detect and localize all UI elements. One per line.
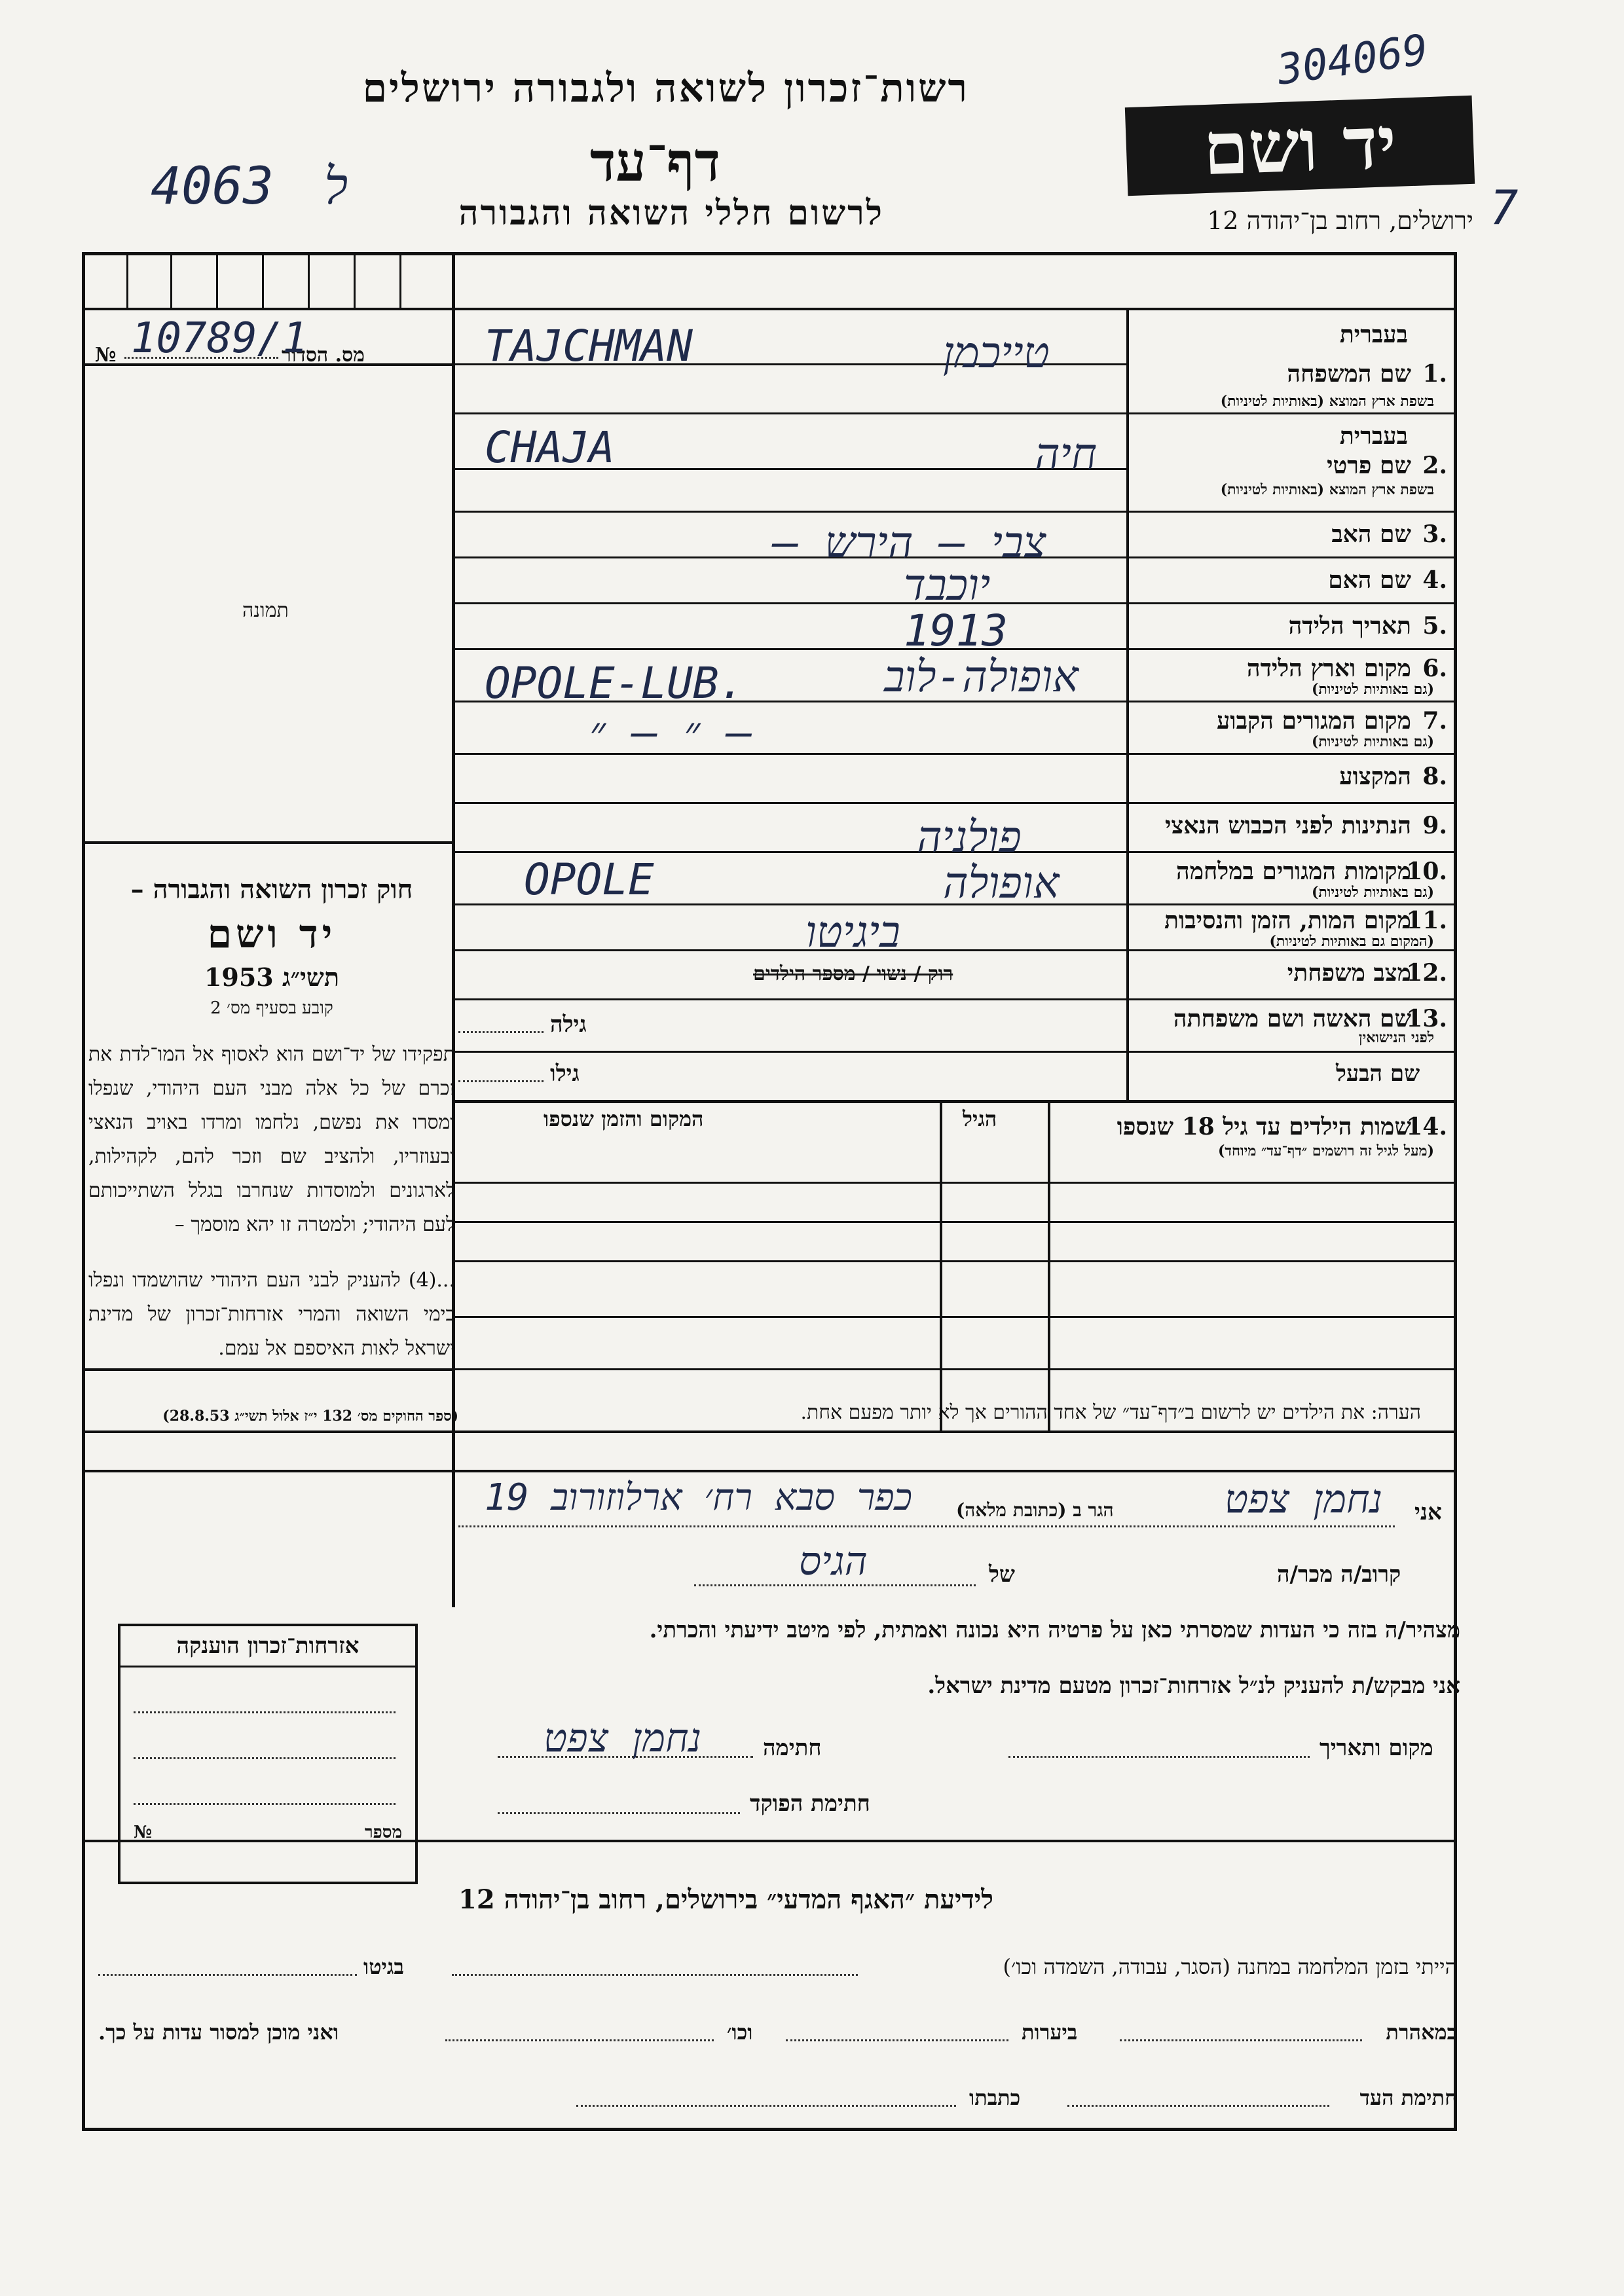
footer-hiding-label: במאהרת xyxy=(1386,2020,1457,2045)
law-text-purpose: תפקידו של יד־ושם הוא לאסוף אל המו־לדת את זכרם של כל אלה מבני העם היהודי, שנפלו ומסרו את נפשם, נלחמו ומרדו באויב הנאצי ובעוזריו, ולהציב שם וזכר להם, לקהילות, לארגונים ולמוסדות שנחרבו בגלל השתייכותם לעם היהודי; ולמטרה זו יהא מוסמך – xyxy=(88,1043,455,1236)
children-note: הערה: את הילדים יש לרשום ב״דף־עד״ של אחד ההורים אך לא יותר מפעם אחת. xyxy=(800,1401,1421,1424)
firstname-hebrew-value[interactable]: חיה xyxy=(1035,429,1098,479)
label-column-divider xyxy=(1126,308,1129,1100)
husband-age-line xyxy=(458,1080,544,1082)
death-place-value[interactable]: ביגיטו xyxy=(805,907,900,957)
law-reference: (ספר החוקים מס׳ 132 י״ז אלול תשי״ג 28.8.53) xyxy=(162,1408,458,1425)
official-signature-line xyxy=(498,1812,740,1814)
yad-vashem-logo: יד ושם xyxy=(1125,96,1475,196)
footer-ghetto-line xyxy=(98,1974,357,1976)
handwritten-left-mark: ל xyxy=(323,157,348,216)
archive-number-handwritten: 304069 xyxy=(1274,26,1431,95)
field-10-number: 10. xyxy=(1406,858,1447,885)
field-9-label: הנתינות לפני הכבוש הנאצי xyxy=(1164,812,1411,839)
marital-status-options[interactable]: רוק / נשוי / מספר הילדים xyxy=(753,962,953,985)
field-1-sublabel: בשפת ארץ המוצא (באותיות לטיניות) xyxy=(1220,393,1434,410)
form-subtitle: לרשום חללי השואה והגבורה xyxy=(458,193,884,233)
nationality-value[interactable]: פולניה xyxy=(917,812,1022,862)
law-title: חוק זכרון השואה והגבורה – xyxy=(130,874,413,905)
photo-box-bottom xyxy=(82,841,455,844)
field-5-label: תאריך הלידה xyxy=(1288,612,1411,640)
birthplace-hebrew-value[interactable]: אופולה-לוב xyxy=(884,651,1079,702)
number-row-divider xyxy=(82,363,455,366)
field-9-number: 9. xyxy=(1422,812,1447,839)
children-table-bottom xyxy=(82,1430,1457,1433)
footer-hiding-line xyxy=(1120,2039,1362,2041)
field-3-number: 3. xyxy=(1422,520,1447,548)
row-divider xyxy=(455,802,1457,804)
field-2-number: 2. xyxy=(1422,452,1447,479)
field-11-sublabel: (המקום גם באותיות לטיניות) xyxy=(1269,933,1434,950)
official-signature-label: חתימת הפוקד xyxy=(750,1791,870,1817)
footer-camp-text: הייתי בזמן המלחמה במחנה (הסגר, עבודה, השמדה וכו׳) xyxy=(1003,1954,1457,1979)
photo-label: תמונה xyxy=(242,599,289,622)
husband-age-label: גילו xyxy=(550,1061,580,1087)
relation-line xyxy=(694,1584,976,1586)
field-6-label: מקום וארץ הלידה xyxy=(1246,655,1411,682)
row-divider xyxy=(455,511,1457,513)
serial-number-line xyxy=(124,357,278,359)
children-row-divider xyxy=(455,1368,1457,1370)
field-5-number: 5. xyxy=(1422,612,1447,640)
field-8-label: המקצוע xyxy=(1339,763,1411,790)
photo-slot-divider xyxy=(308,252,310,308)
certificate-line xyxy=(134,1757,396,1759)
children-table-top xyxy=(455,1100,1457,1103)
row-divider xyxy=(455,1051,1457,1053)
serial-number-label: מס. הסדור xyxy=(282,344,365,367)
field-10-label: מקומות המגורים במלחמה xyxy=(1176,858,1411,885)
footer-camp-line xyxy=(452,1974,858,1976)
number-sign: № xyxy=(95,344,117,367)
children-age-header: הגיל xyxy=(963,1106,997,1131)
photo-slot-divider xyxy=(354,252,356,308)
handwritten-left-digits: 4063 xyxy=(151,157,274,216)
footer-etc-label: וכו׳ xyxy=(727,2020,753,2045)
law-box-bottom xyxy=(82,1368,455,1371)
declarant-signature[interactable]: נחמן צפט xyxy=(544,1715,702,1761)
declarant-i-label: אני xyxy=(1414,1499,1442,1525)
witness-address-label: כתבתו xyxy=(969,2085,1021,2110)
children-row-divider xyxy=(455,1316,1457,1318)
place-date-label: מקום ותאריך xyxy=(1320,1735,1433,1761)
children-row-divider xyxy=(455,1221,1457,1223)
field-10-sublabel: (גם באותיות לטיניות) xyxy=(1311,884,1434,901)
declaration-statement: מצהיר/ה בזה כי העדות שמסרתי כאן על פרטיה היא נכונה ואמתית, לפי מיטב ידיעתי והכרתי. xyxy=(649,1617,1460,1643)
field-4-number: 4. xyxy=(1422,566,1447,594)
field-11-label: מקום המות, הזמן והנסיבות xyxy=(1164,907,1411,934)
row-divider xyxy=(455,998,1457,1000)
field-2-sublabel: בשפת ארץ המוצא (באותיות לטיניות) xyxy=(1220,481,1434,498)
serial-number-value: 10789/1 xyxy=(131,314,308,363)
relation-label: קרוב/ה מכר/ה xyxy=(1277,1561,1401,1588)
relation-value[interactable]: הגיס xyxy=(799,1539,868,1584)
note-row-bottom xyxy=(82,1470,1457,1472)
field-14-label: שמות הילדים עד גיל 18 שנספו xyxy=(1116,1113,1411,1140)
row-divider xyxy=(455,412,1457,414)
footer-forests-line xyxy=(786,2039,1008,2041)
field-7-label: מקום המגורים הקבוע xyxy=(1217,707,1411,735)
field-14-number: 14. xyxy=(1406,1113,1447,1140)
certificate-title: אזרחות־זכרון הוענקה xyxy=(176,1633,360,1659)
witness-address-line xyxy=(576,2105,956,2107)
field-3-label: שם האב xyxy=(1331,520,1411,548)
hebrew-lang-label: בעברית xyxy=(1339,422,1408,450)
certificate-number-sign: № xyxy=(134,1823,153,1842)
mother-name-value[interactable]: יוכבד xyxy=(904,560,991,610)
field-11-number: 11. xyxy=(1406,907,1447,934)
father-name-value[interactable]: צבי – הירש – xyxy=(773,517,1046,568)
witness-signature-line xyxy=(1067,2105,1329,2107)
wartime-residence-latin[interactable]: OPOLE xyxy=(524,854,654,905)
children-row-divider xyxy=(455,1182,1457,1184)
signature-line xyxy=(498,1756,753,1758)
field-4-label: שם האם xyxy=(1328,566,1411,594)
field-6-number: 6. xyxy=(1422,655,1447,682)
signature-label: חתימה xyxy=(763,1735,822,1761)
children-place-header: המקום והזמן שנספו xyxy=(544,1106,704,1131)
residence-value[interactable]: – ״ – ״ xyxy=(589,707,752,757)
husband-name-label: שם הבעל xyxy=(1336,1061,1420,1087)
children-col-divider xyxy=(1048,1100,1050,1430)
field-1-number: 1. xyxy=(1422,360,1447,388)
footer-ghetto-label: בגיטו xyxy=(363,1954,404,1979)
surname-latin-value[interactable]: TAJCHMAN xyxy=(485,321,693,371)
photo-slot-divider xyxy=(170,252,172,308)
field-14-sublabel: (מעל לגיל זה רושמים ״דף־עד״ מיוחד) xyxy=(1217,1142,1434,1159)
field-2-label: שם פרטי xyxy=(1327,452,1411,479)
citizenship-request: אני מבקש/ת להעניק לנ״ל אזרחות־זכרון מטעם מדינת ישראל. xyxy=(927,1673,1460,1699)
declarant-name-value[interactable]: נחמן צפט xyxy=(1225,1476,1383,1522)
form-name: דף־עד xyxy=(589,131,720,194)
witness-signature-label: חתימת העד xyxy=(1359,2085,1457,2110)
institution-address: ירושלים, רחוב בן־יהודה 12 xyxy=(1207,206,1473,235)
photo-slot-divider xyxy=(399,252,401,308)
certificate-number-label: מספר xyxy=(364,1823,402,1842)
place-date-line xyxy=(1008,1756,1310,1758)
field-13-sublabel: לפני הנישואין xyxy=(1358,1029,1434,1046)
firstname-latin-value[interactable]: CHAJA xyxy=(485,422,615,473)
law-year: תשי״ג 1953 xyxy=(204,962,340,992)
footer-forests-label: ביערות xyxy=(1022,2020,1078,2045)
field-7-number: 7. xyxy=(1422,707,1447,735)
photo-slot-divider xyxy=(216,252,218,308)
field-8-number: 8. xyxy=(1422,763,1447,790)
field-13-label: שם האשה ושם משפחתה xyxy=(1173,1005,1411,1032)
footer-title: לידיעת ״האגף המדעי״ בירושלים, רחוב בן־יהודה 12 xyxy=(458,1884,993,1915)
handwritten-left-number xyxy=(151,157,348,216)
memorial-citizenship-box xyxy=(118,1624,418,1884)
photo-slot-divider xyxy=(262,252,264,308)
address-line xyxy=(458,1525,1395,1527)
field-13-number: 13. xyxy=(1406,1005,1447,1032)
handwritten-page-mark: 7 xyxy=(1490,180,1519,235)
field-6-sublabel: (גם באותיות לטיניות) xyxy=(1311,681,1434,698)
children-col-divider xyxy=(940,1100,942,1430)
certificate-title-rule xyxy=(120,1666,415,1667)
hebrew-lang-label: בעברית xyxy=(1339,321,1408,348)
organization-title: רשות־זכרון לשואה ולגבורה ירושלים xyxy=(362,65,969,111)
surname-hebrew-value[interactable]: טייכמן xyxy=(943,327,1050,378)
of-label: של xyxy=(989,1561,1015,1588)
children-row-divider xyxy=(455,1260,1457,1262)
birthplace-latin-value[interactable]: OPOLE-LUB. xyxy=(485,658,745,708)
birth-date-value[interactable]: 1913 xyxy=(904,606,1008,656)
certificate-line xyxy=(134,1711,396,1713)
field-1-label: שם המשפחה xyxy=(1287,360,1411,388)
law-name: יד ושם xyxy=(207,911,337,957)
field-12-label: מצב משפחתי xyxy=(1287,959,1411,987)
certificate-line xyxy=(134,1803,396,1805)
wife-age-label: גילה xyxy=(550,1011,587,1038)
field-12-number: 12. xyxy=(1406,959,1447,987)
wife-age-line xyxy=(458,1031,544,1033)
photo-slot-divider xyxy=(126,252,128,308)
law-text-citizenship: ...(4) להעניק לבני העם היהודי שהושמדו ונפלו בימי השואה והמרי אזרחות־זכרון של מדינת ישראל לאות האיספם אל עמם. xyxy=(88,1269,455,1360)
footer-testimony-text: ואני מוכן למסור עדות על כך. xyxy=(98,2020,339,2045)
wartime-residence-hebrew[interactable]: אופולה xyxy=(943,858,1060,908)
top-row-divider xyxy=(82,308,1457,310)
declarant-address-value[interactable]: כפר סבא רח׳ ארלוזורוב 19 xyxy=(485,1476,912,1519)
field-7-sublabel: (גם באותיות לטיניות) xyxy=(1311,733,1434,750)
footer-etc-line xyxy=(445,2039,714,2041)
law-clause: קובע בסעיף מס׳ 2 xyxy=(210,998,333,1018)
residing-label: הגר ב (כתובת מלאה) xyxy=(956,1499,1114,1521)
